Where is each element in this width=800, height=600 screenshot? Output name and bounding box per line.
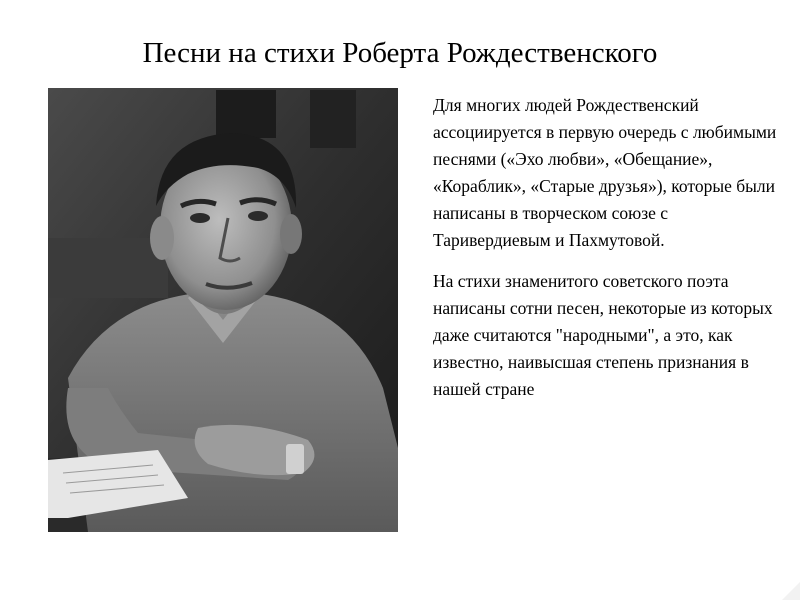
paragraph-songs-association: Для многих людей Рождественский ассоциируется в первую очередь с любимыми песнями («Эхо любви», «Обещание», «Кораблик», «Старые друзья»), которые были написаны в творческом союзе с Таривердиевым и Пахмутовой.: [433, 95, 777, 250]
portrait-photo: [48, 88, 398, 532]
slide-title: Песни на стихи Роберта Рождественского: [142, 37, 658, 69]
portrait-illustration: [48, 88, 398, 532]
paragraph-hundreds-of-songs: На стихи знаменитого советского поэта написаны сотни песен, некоторые из которых даже считаются "народными", а это, как известно, наивысшая степень признания в нашей стране: [433, 271, 773, 399]
body-text: [433, 92, 778, 417]
corner-decoration: [782, 582, 800, 600]
